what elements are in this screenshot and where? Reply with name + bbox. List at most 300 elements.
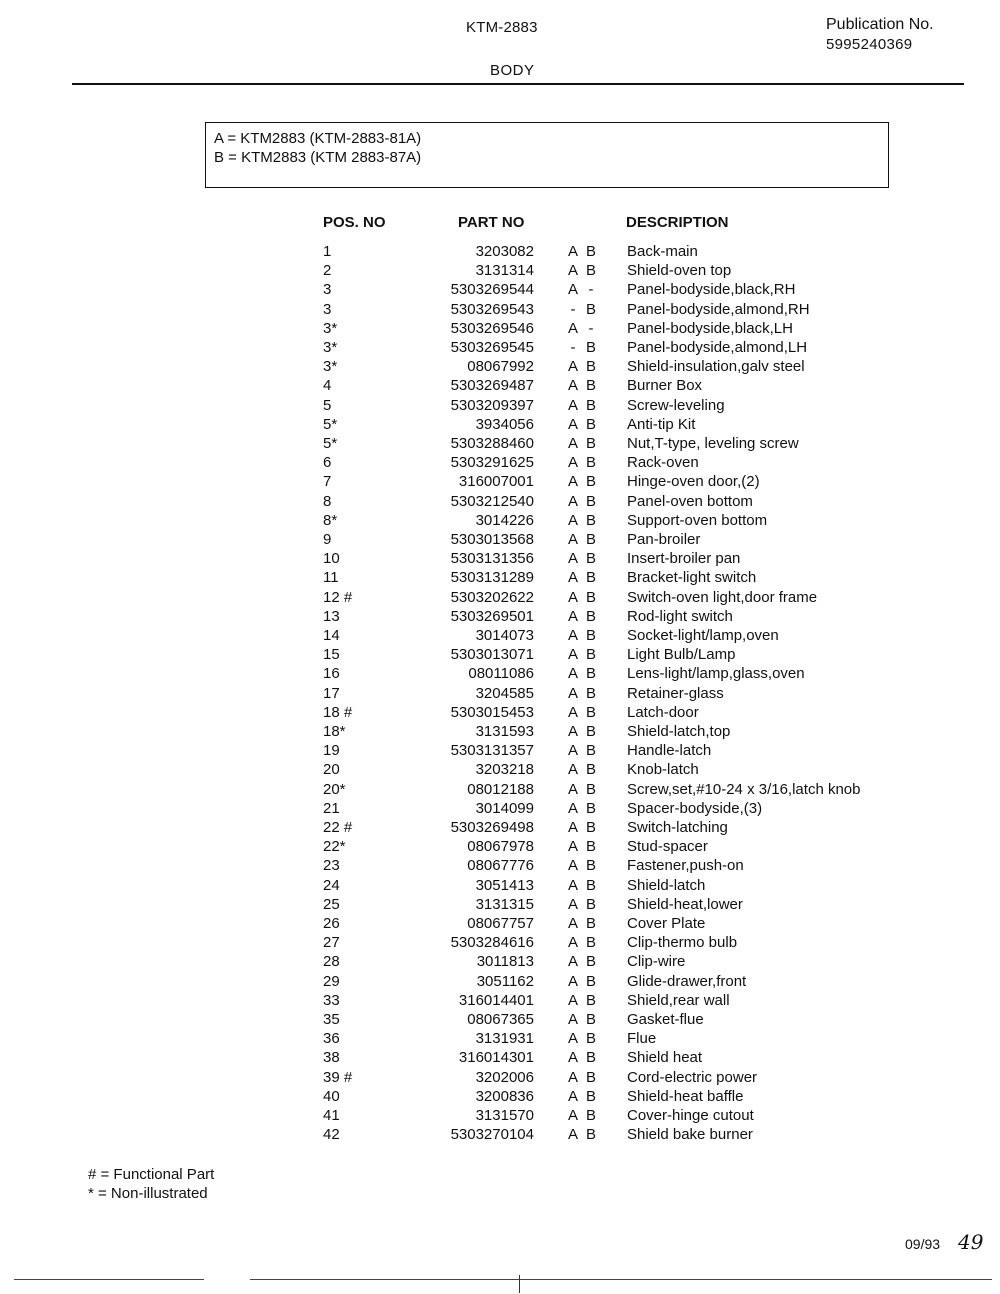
model-b-cell: B	[585, 1068, 596, 1086]
table-row	[0, 301, 1000, 320]
pos-no-cell: 23	[323, 857, 340, 875]
bottom-scan-line	[250, 1279, 992, 1280]
pos-no-cell: 20	[323, 761, 340, 779]
model-b-cell: B	[585, 972, 596, 990]
description-cell: Shield bake burner	[627, 1126, 753, 1144]
model-b-cell: B	[585, 415, 596, 433]
model-b-cell: B	[585, 723, 596, 740]
pos-no-cell: 27	[323, 934, 340, 952]
publication-number: 5995240369	[826, 36, 913, 53]
part-no-cell: 3011813	[476, 953, 534, 971]
publication-label: Publication No.	[826, 16, 934, 33]
model-b-cell: B	[585, 358, 596, 376]
model-b-cell: B	[585, 300, 596, 318]
pos-no-cell: 19	[323, 742, 340, 760]
table-row	[0, 569, 1000, 588]
pos-no-cell: 1	[323, 243, 332, 260]
table-row	[0, 896, 1000, 915]
model-a-cell: A	[567, 646, 578, 664]
table-row	[0, 1011, 1000, 1030]
pos-no-cell: 8	[323, 492, 332, 510]
part-no-cell: 5303013071	[450, 646, 534, 664]
model-a-cell: A	[567, 243, 578, 260]
table-row	[0, 243, 1000, 262]
description-cell: Socket-light/lamp,oven	[627, 627, 779, 644]
model-b-cell: B	[585, 454, 596, 472]
table-row	[0, 512, 1000, 531]
pos-no-cell: 18*	[323, 723, 346, 740]
pos-no-cell: 42	[323, 1126, 340, 1144]
description-cell: Panel-bodyside,black,RH	[627, 281, 796, 299]
model-b-cell: B	[585, 876, 596, 894]
model-b-cell: B	[585, 684, 596, 702]
part-no-cell: 316014401	[458, 991, 534, 1009]
description-cell: Screw-leveling	[627, 396, 725, 414]
model-b-cell: B	[585, 761, 596, 779]
model-a-cell: A	[567, 454, 578, 472]
table-row	[0, 934, 1000, 953]
description-cell: Rod-light switch	[627, 607, 733, 625]
table-row	[0, 1088, 1000, 1107]
footnote-non-illustrated: * = Non-illustrated	[88, 1185, 208, 1202]
pos-no-cell: 28	[323, 953, 340, 971]
part-no-cell: 3204585	[475, 684, 534, 702]
table-row	[0, 800, 1000, 819]
pos-no-cell: 4	[323, 377, 332, 395]
pos-no-cell: 15	[323, 646, 340, 664]
pos-no-cell: 35	[323, 1011, 340, 1028]
pos-no-cell: 39 #	[323, 1068, 353, 1086]
model-b-cell: B	[585, 780, 596, 798]
part-no-cell: 5303209397	[450, 396, 534, 414]
model-b-cell: B	[585, 991, 596, 1009]
model-a-cell: A	[567, 799, 578, 817]
description-cell: Nut,T-type, leveling screw	[627, 435, 799, 452]
description-cell: Screw,set,#10-24 x 3/16,latch knob	[627, 780, 861, 798]
table-row	[0, 646, 1000, 665]
model-a-cell: A	[567, 1049, 578, 1067]
model-b-cell: B	[585, 895, 596, 913]
description-cell: Latch-door	[627, 703, 699, 721]
model-a-cell: A	[567, 857, 578, 875]
part-no-cell: 3203082	[475, 243, 534, 260]
model-legend	[205, 122, 889, 188]
table-row	[0, 857, 1000, 876]
pos-no-cell: 3	[323, 300, 332, 318]
model-b-cell: B	[585, 627, 596, 644]
model-a-cell: A	[567, 550, 578, 568]
table-row	[0, 1107, 1000, 1126]
model-b-cell: B	[585, 857, 596, 875]
model-b-cell: -	[588, 319, 594, 337]
table-row	[0, 531, 1000, 550]
pos-no-cell: 3*	[323, 339, 338, 356]
table-row	[0, 992, 1000, 1011]
model-b-cell: B	[585, 492, 596, 510]
model-b-cell: B	[585, 934, 596, 952]
pos-no-cell: 10	[323, 550, 340, 568]
model-b-cell: B	[585, 588, 596, 606]
model-b-cell: B	[585, 665, 596, 683]
part-no-cell: 5303270104	[450, 1126, 534, 1144]
description-cell: Cover Plate	[627, 915, 706, 932]
revision-date: 09/93	[905, 1236, 941, 1252]
part-no-cell: 08067776	[467, 857, 534, 875]
model-a-cell: A	[567, 780, 578, 798]
model-b-cell: -	[588, 281, 594, 299]
table-row	[0, 915, 1000, 934]
column-header-pos-no: POS. NO	[323, 214, 386, 231]
model-a-cell: A	[567, 934, 578, 952]
pos-no-cell: 18 #	[323, 703, 353, 721]
table-row	[0, 320, 1000, 339]
description-cell: Glide-drawer,front	[627, 972, 747, 990]
part-no-cell: 316007001	[458, 473, 534, 491]
part-no-cell: 3014226	[475, 511, 534, 529]
part-no-cell: 08067978	[467, 838, 534, 856]
description-cell: Shield-heat,lower	[627, 895, 743, 913]
table-row	[0, 877, 1000, 896]
pos-no-cell: 9	[323, 531, 332, 548]
part-no-cell: 3200836	[475, 1087, 534, 1105]
model-b-cell: B	[585, 377, 596, 395]
pos-no-cell: 17	[323, 684, 340, 702]
pos-no-cell: 25	[323, 895, 340, 913]
table-row	[0, 377, 1000, 396]
model-b-cell: B	[585, 550, 596, 568]
description-cell: Fastener,push-on	[627, 857, 744, 875]
model-b-cell: B	[585, 742, 596, 760]
pos-no-cell: 2	[323, 262, 332, 280]
table-row	[0, 1126, 1000, 1145]
part-no-cell: 5303269501	[450, 607, 534, 625]
model-a-cell: A	[567, 492, 578, 510]
pos-no-cell: 20*	[323, 780, 346, 798]
description-cell: Support-oven bottom	[627, 511, 768, 529]
table-row	[0, 1049, 1000, 1068]
model-b-cell: B	[585, 473, 596, 491]
model-a-cell: A	[567, 972, 578, 990]
model-a-cell: A	[567, 684, 578, 702]
part-no-cell: 5303269487	[450, 377, 534, 395]
model-a-cell: A	[567, 358, 578, 376]
table-row	[0, 281, 1000, 300]
model-a-cell: A	[567, 895, 578, 913]
pos-no-cell: 7	[323, 473, 332, 491]
table-row	[0, 704, 1000, 723]
model-a-cell: A	[567, 319, 578, 337]
description-cell: Stud-spacer	[627, 838, 708, 856]
description-cell: Cord-electric power	[627, 1068, 758, 1086]
model-a-cell: A	[567, 819, 578, 836]
table-row	[0, 742, 1000, 761]
part-no-cell: 5303291625	[450, 454, 534, 472]
table-row	[0, 665, 1000, 684]
model-code: KTM-2883	[466, 19, 538, 36]
model-b-cell: B	[585, 838, 596, 856]
model-a-cell: A	[567, 838, 578, 856]
table-row	[0, 339, 1000, 358]
pos-no-cell: 21	[323, 799, 340, 817]
model-a-cell: A	[567, 1030, 578, 1048]
description-cell: Handle-latch	[627, 742, 712, 760]
model-b-cell: B	[585, 1126, 596, 1144]
pos-no-cell: 24	[323, 876, 340, 894]
description-cell: Shield-latch,top	[627, 723, 731, 740]
description-cell: Insert-broiler pan	[627, 550, 741, 568]
description-cell: Retainer-glass	[627, 684, 724, 702]
table-row	[0, 627, 1000, 646]
description-cell: Rack-oven	[627, 454, 699, 472]
part-no-cell: 3934056	[475, 415, 534, 433]
model-a-cell: A	[567, 281, 578, 299]
model-a-cell: A	[567, 377, 578, 395]
pos-no-cell: 29	[323, 972, 340, 990]
description-cell: Light Bulb/Lamp	[627, 646, 736, 664]
part-no-cell: 3014099	[475, 799, 534, 817]
table-row	[0, 435, 1000, 454]
model-a-cell: A	[567, 569, 578, 587]
table-row	[0, 1069, 1000, 1088]
model-a-cell: A	[567, 607, 578, 625]
description-cell: Panel-bodyside,almond,RH	[627, 300, 810, 318]
description-cell: Shield-oven top	[627, 262, 732, 280]
handwritten-page-number: 49	[958, 1230, 984, 1254]
description-cell: Shield,rear wall	[627, 991, 730, 1009]
model-a-cell: A	[567, 953, 578, 971]
model-b-cell: B	[585, 569, 596, 587]
description-cell: Shield heat	[627, 1049, 703, 1067]
description-cell: Panel-bodyside,black,LH	[627, 319, 793, 337]
model-a-cell: A	[567, 1107, 578, 1124]
part-no-cell: 3131315	[475, 895, 534, 913]
model-b-cell: B	[585, 819, 596, 836]
pos-no-cell: 41	[323, 1107, 340, 1124]
part-no-cell: 5303284616	[450, 934, 534, 952]
model-a-cell: A	[567, 588, 578, 606]
description-cell: Clip-thermo bulb	[627, 934, 738, 952]
footnote-functional-part: # = Functional Part	[88, 1166, 215, 1183]
table-row	[0, 1030, 1000, 1049]
part-no-cell: 5303269546	[450, 319, 534, 337]
part-no-cell: 08067992	[467, 358, 534, 376]
description-cell: Shield-heat baffle	[627, 1087, 744, 1105]
header-divider	[72, 83, 964, 85]
model-a-cell: A	[567, 473, 578, 491]
bottom-tick-mark	[519, 1275, 520, 1293]
pos-no-cell: 13	[323, 607, 340, 625]
pos-no-cell: 3	[323, 281, 332, 299]
pos-no-cell: 33	[323, 991, 340, 1009]
part-no-cell: 3014073	[475, 627, 534, 644]
description-cell: Pan-broiler	[627, 531, 701, 548]
description-cell: Shield-insulation,galv steel	[627, 358, 805, 376]
part-no-cell: 5303288460	[450, 435, 534, 452]
model-b-cell: B	[585, 396, 596, 414]
model-a-cell: A	[567, 262, 578, 280]
part-no-cell: 3051413	[475, 876, 534, 894]
table-row	[0, 473, 1000, 492]
part-no-cell: 5303131356	[450, 550, 534, 568]
model-a-cell: A	[567, 761, 578, 779]
pos-no-cell: 6	[323, 454, 332, 472]
description-cell: Switch-latching	[627, 819, 728, 836]
model-b-cell: B	[585, 1049, 596, 1067]
model-a-cell: A	[567, 1011, 578, 1028]
pos-no-cell: 26	[323, 915, 340, 932]
table-row	[0, 358, 1000, 377]
section-title: BODY	[490, 62, 535, 79]
legend-entry-a: A = KTM2883 (KTM-2883-81A)	[214, 130, 422, 147]
part-no-cell: 5303269498	[450, 819, 534, 836]
model-a-cell: A	[567, 915, 578, 932]
description-cell: Lens-light/lamp,glass,oven	[627, 665, 805, 683]
part-no-cell: 3131570	[475, 1107, 534, 1124]
model-a-cell: A	[567, 435, 578, 452]
description-cell: Clip-wire	[627, 953, 686, 971]
column-header-part-no: PART NO	[458, 214, 525, 231]
part-no-cell: 5303015453	[450, 703, 534, 721]
part-no-cell: 5303212540	[450, 492, 534, 510]
pos-no-cell: 5	[323, 396, 332, 414]
part-no-cell: 5303269545	[450, 339, 534, 356]
pos-no-cell: 12 #	[323, 588, 353, 606]
description-cell: Back-main	[627, 243, 698, 260]
model-a-cell: A	[567, 627, 578, 644]
column-header-description: DESCRIPTION	[626, 214, 729, 231]
description-cell: Anti-tip Kit	[627, 415, 696, 433]
pos-no-cell: 38	[323, 1049, 340, 1067]
model-b-cell: B	[585, 607, 596, 625]
table-row	[0, 838, 1000, 857]
description-cell: Knob-latch	[627, 761, 699, 779]
description-cell: Burner Box	[627, 377, 703, 395]
pos-no-cell: 22*	[323, 838, 346, 856]
part-no-cell: 5303131289	[450, 569, 534, 587]
table-row	[0, 397, 1000, 416]
model-b-cell: B	[585, 1030, 596, 1048]
model-a-cell: A	[567, 876, 578, 894]
table-row	[0, 761, 1000, 780]
part-no-cell: 5303269543	[450, 300, 534, 318]
pos-no-cell: 11	[323, 569, 339, 587]
part-no-cell: 5303131357	[450, 742, 534, 760]
model-b-cell: B	[585, 531, 596, 548]
table-row	[0, 953, 1000, 972]
part-no-cell: 3131314	[475, 262, 534, 280]
pos-no-cell: 16	[323, 665, 340, 683]
model-b-cell: B	[585, 915, 596, 932]
table-row	[0, 454, 1000, 473]
part-no-cell: 3131593	[475, 723, 534, 740]
part-no-cell: 08011086	[468, 665, 534, 683]
table-row	[0, 973, 1000, 992]
model-a-cell: A	[567, 511, 578, 529]
model-b-cell: B	[585, 1011, 596, 1028]
model-b-cell: B	[585, 799, 596, 817]
model-b-cell: B	[585, 1107, 596, 1124]
table-row	[0, 608, 1000, 627]
model-a-cell: -	[570, 339, 576, 356]
model-b-cell: B	[585, 646, 596, 664]
model-b-cell: B	[585, 435, 596, 452]
description-cell: Hinge-oven door,(2)	[627, 473, 760, 491]
part-no-cell: 08012188	[467, 780, 534, 798]
pos-no-cell: 8*	[323, 511, 338, 529]
table-row	[0, 723, 1000, 742]
description-cell: Spacer-bodyside,(3)	[627, 799, 763, 817]
pos-no-cell: 3*	[323, 319, 338, 337]
description-cell: Bracket-light switch	[627, 569, 757, 587]
part-no-cell: 3131931	[475, 1030, 534, 1048]
legend-entry-b: B = KTM2883 (KTM 2883-87A)	[214, 149, 422, 166]
part-no-cell: 316014301	[458, 1049, 534, 1067]
table-row	[0, 262, 1000, 281]
table-row	[0, 493, 1000, 512]
description-cell: Gasket-flue	[627, 1011, 704, 1028]
description-cell: Flue	[627, 1030, 657, 1048]
model-b-cell: B	[585, 1087, 596, 1105]
bottom-scan-line	[14, 1279, 204, 1280]
part-no-cell: 3202006	[475, 1068, 534, 1086]
model-a-cell: A	[567, 703, 578, 721]
table-row	[0, 685, 1000, 704]
model-a-cell: A	[567, 1068, 578, 1086]
table-row	[0, 781, 1000, 800]
model-b-cell: B	[585, 262, 596, 280]
pos-no-cell: 14	[323, 627, 340, 644]
model-b-cell: B	[585, 511, 596, 529]
table-row	[0, 589, 1000, 608]
part-no-cell: 3051162	[476, 972, 534, 990]
model-a-cell: A	[567, 1087, 578, 1105]
model-b-cell: B	[585, 339, 596, 356]
model-a-cell: A	[567, 415, 578, 433]
model-a-cell: A	[567, 665, 578, 683]
model-a-cell: A	[567, 1126, 578, 1144]
table-row	[0, 550, 1000, 569]
pos-no-cell: 36	[323, 1030, 340, 1048]
model-b-cell: B	[585, 243, 596, 260]
pos-no-cell: 40	[323, 1087, 340, 1105]
model-a-cell: A	[567, 742, 578, 760]
pos-no-cell: 5*	[323, 435, 338, 452]
description-cell: Switch-oven light,door frame	[627, 588, 818, 606]
table-row	[0, 819, 1000, 838]
model-b-cell: B	[585, 703, 596, 721]
pos-no-cell: 5*	[323, 415, 338, 433]
pos-no-cell: 22 #	[323, 819, 353, 836]
part-no-cell: 5303202622	[450, 588, 534, 606]
description-cell: Panel-oven bottom	[627, 492, 753, 510]
model-a-cell: A	[567, 991, 578, 1009]
pos-no-cell: 3*	[323, 358, 338, 376]
model-a-cell: A	[567, 531, 578, 548]
part-no-cell: 08067757	[467, 915, 534, 932]
description-cell: Cover-hinge cutout	[627, 1107, 754, 1124]
model-a-cell: A	[567, 723, 578, 740]
model-a-cell: -	[570, 300, 576, 318]
table-row	[0, 416, 1000, 435]
description-cell: Panel-bodyside,almond,LH	[627, 339, 808, 356]
part-no-cell: 5303013568	[450, 531, 534, 548]
model-a-cell: A	[567, 396, 578, 414]
description-cell: Shield-latch	[627, 876, 706, 894]
part-no-cell: 3203218	[475, 761, 534, 779]
part-no-cell: 5303269544	[450, 281, 534, 299]
part-no-cell: 08067365	[467, 1011, 534, 1028]
model-b-cell: B	[585, 953, 596, 971]
